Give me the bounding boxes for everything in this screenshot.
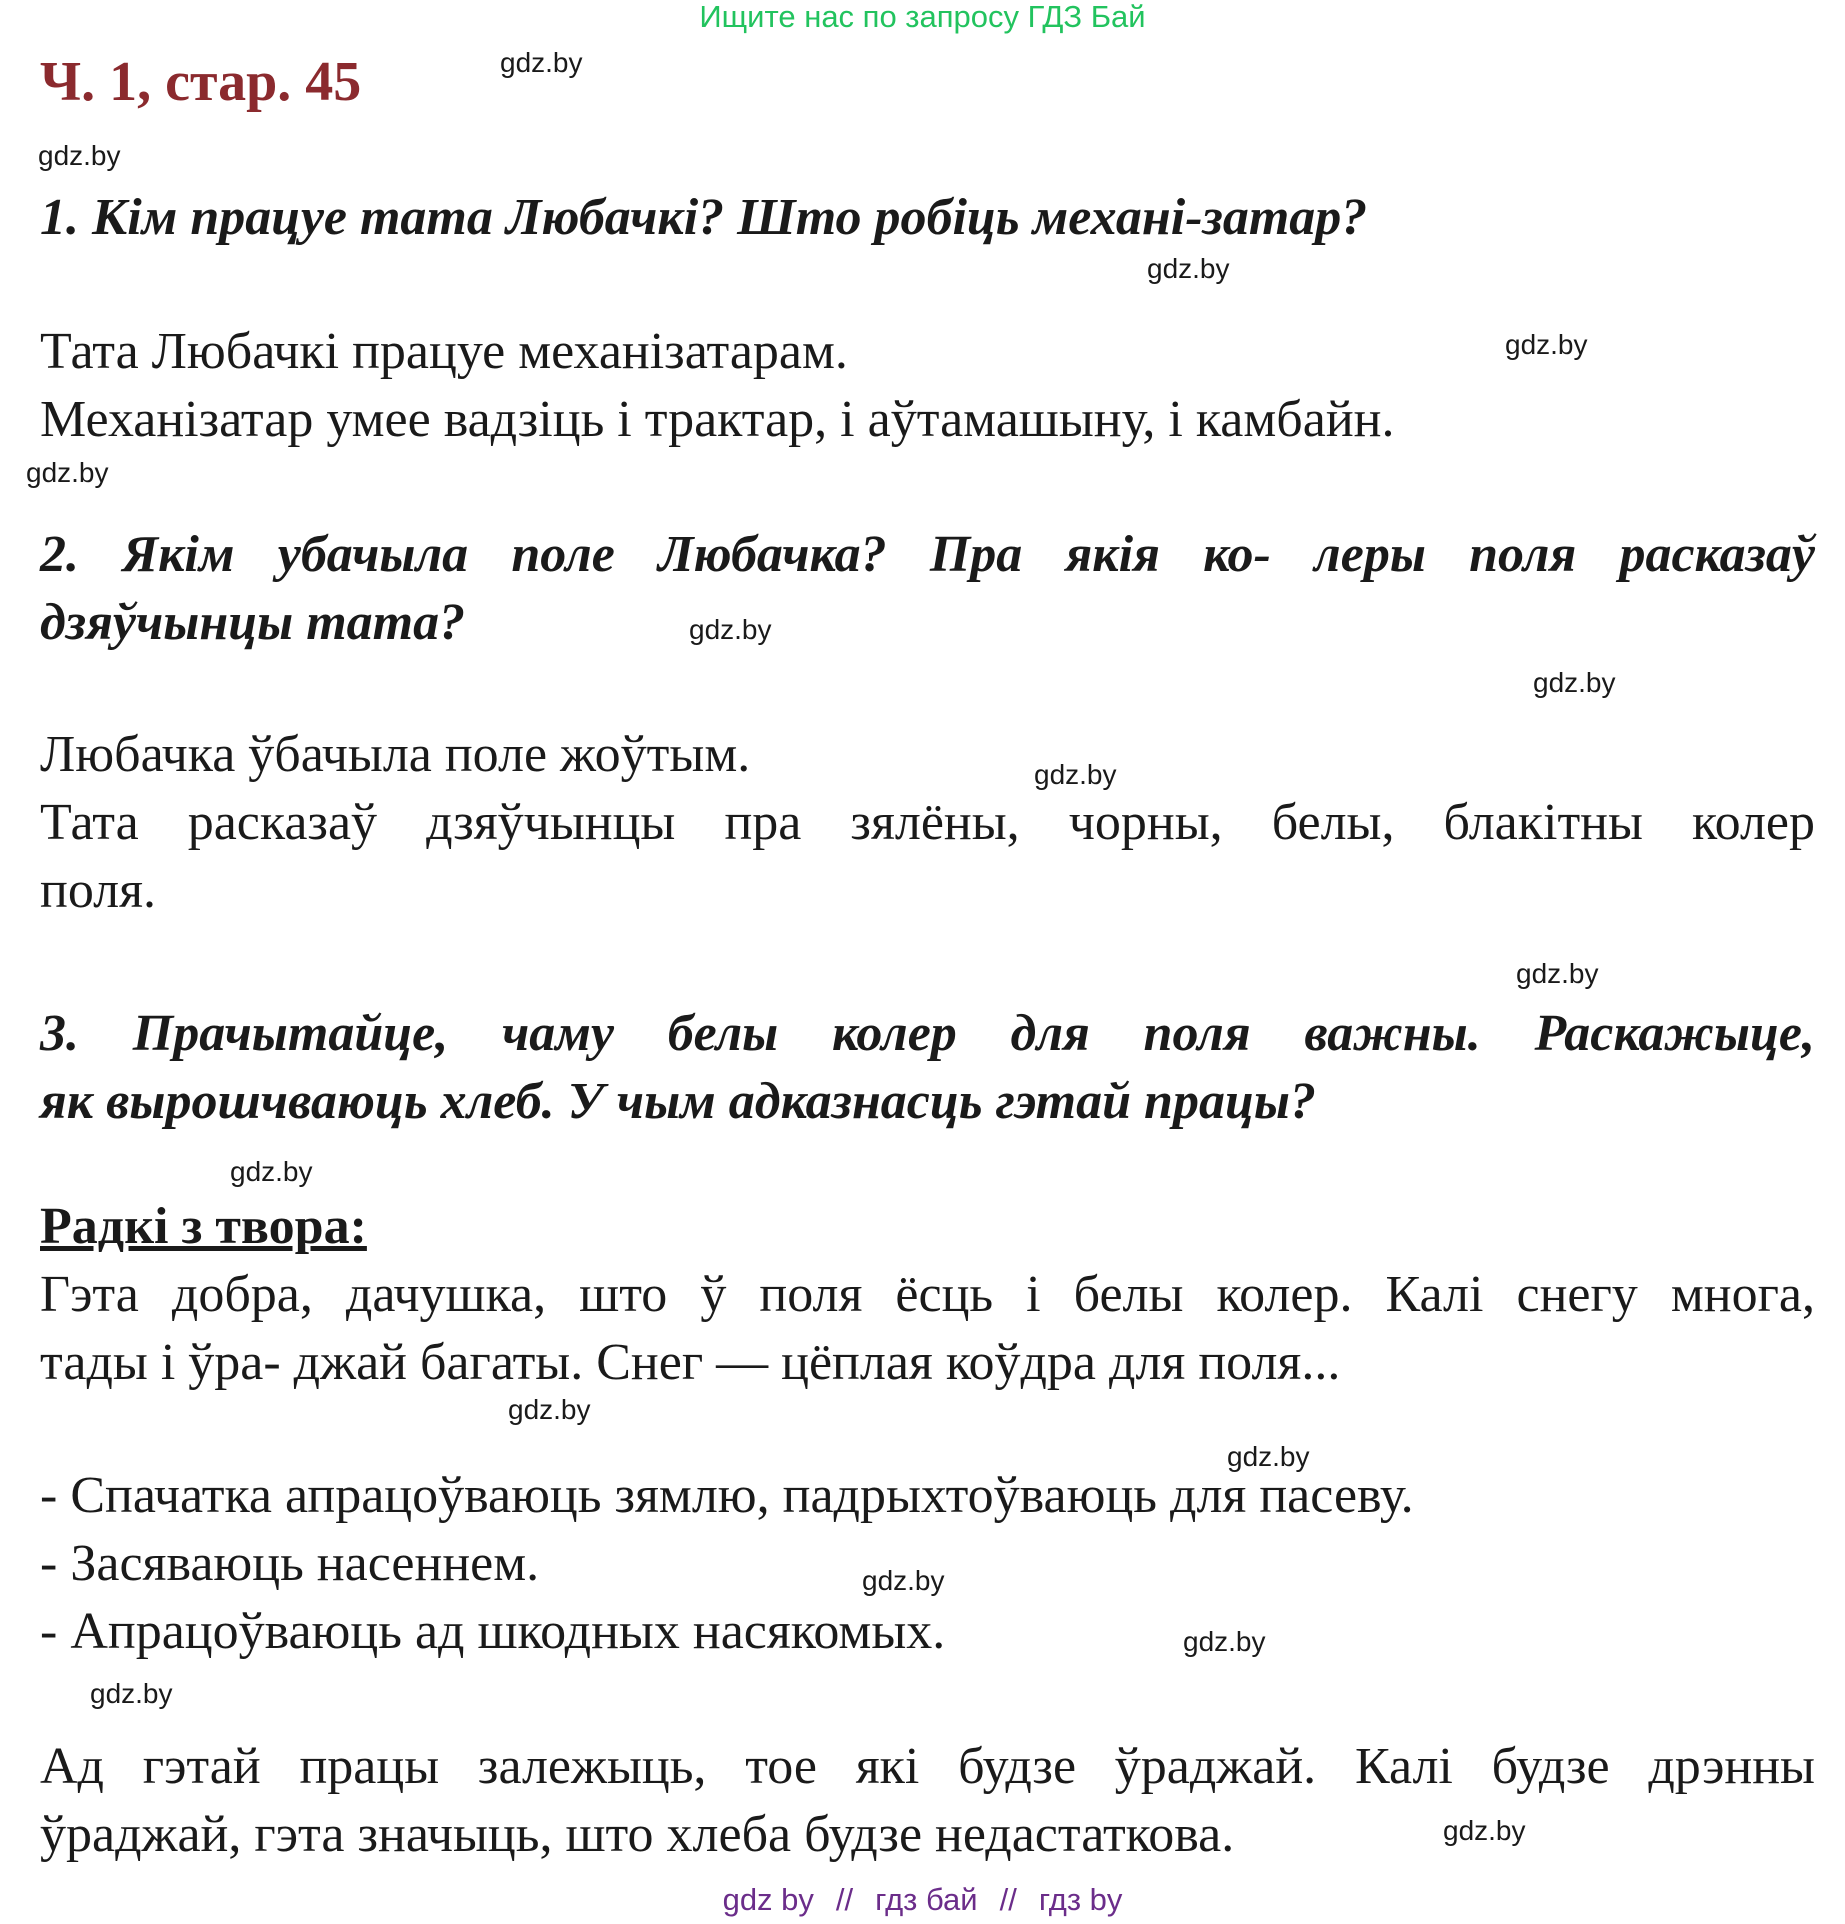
- step-3: - Апрацоўваюць ад шкодных насякомых.: [40, 1603, 946, 1660]
- final-line-2: ўраджай, гэта значыць, што хлеба будзе недастаткова.: [40, 1806, 1235, 1863]
- footer-separator: //: [835, 1882, 854, 1917]
- watermark: gdz.by: [1183, 1626, 1266, 1657]
- watermark: gdz.by: [1227, 1441, 1310, 1472]
- step-1: - Спачатка апрацоўваюць зямлю, падрыхтоўваюць для пасеву.: [40, 1467, 1414, 1524]
- answer-2-line-3: поля.: [40, 862, 157, 919]
- watermark: gdz.by: [1505, 329, 1588, 360]
- answer-2-line-2: Тата расказаў дзяўчынцы пра зялёны, чорны, белы, блакітны колер: [40, 794, 1815, 851]
- footer-link-gdz-by[interactable]: gdz by: [722, 1882, 814, 1917]
- quote-title: Радкі з твора:: [40, 1198, 367, 1255]
- question-2-line-2: дзяўчынцы тата?: [40, 594, 466, 651]
- watermark: gdz.by: [1443, 1815, 1526, 1846]
- answer-1-line-1: Тата Любачкі працуе механізатарам.: [40, 323, 848, 380]
- answer-1-line-2: Механізатар умее вадзіць і трактар, і аўтамашыну, і камбайн.: [40, 391, 1395, 448]
- footer-links: [0, 1880, 1845, 1920]
- watermark: gdz.by: [1147, 253, 1230, 284]
- watermark: gdz.by: [508, 1394, 591, 1425]
- footer-link-gdz-by-cyr[interactable]: гдз by: [1038, 1882, 1123, 1917]
- question-2-line-1: 2. Якім убачыла поле Любачка? Пра якія ко- леры поля расказаў: [40, 526, 1815, 583]
- question-3-line-2: як вырошчваюць хлеб. У чым адказнасць гэтай працы?: [40, 1073, 1316, 1130]
- watermark: gdz.by: [38, 140, 121, 171]
- question-1: 1. Кім працуе тата Любачкі? Што робіць механі-затар?: [40, 189, 1368, 246]
- footer-separator: //: [999, 1882, 1017, 1917]
- step-2: - Засяваюць насеннем.: [40, 1535, 540, 1592]
- footer-link-gdz-bai[interactable]: гдз бай: [875, 1882, 978, 1917]
- quote-line-2: тады і ўра- джай багаты. Снег — цёплая коўдра для поля...: [40, 1334, 1341, 1391]
- quote-line-1: Гэта добра, дачушка, што ў поля ёсць і белы колер. Калі снегу многа,: [40, 1266, 1815, 1323]
- watermark: gdz.by: [1533, 667, 1616, 698]
- watermark: gdz.by: [26, 457, 109, 488]
- search-banner: Ищите нас по запросу ГДЗ Бай: [699, 0, 1146, 34]
- watermark: gdz.by: [1034, 759, 1117, 790]
- question-3-line-1: 3. Прачытайце, чаму белы колер для поля важны. Раскажыце,: [40, 1005, 1815, 1062]
- watermark: gdz.by: [1516, 958, 1599, 989]
- watermark: gdz.by: [500, 47, 583, 78]
- watermark: gdz.by: [90, 1678, 173, 1709]
- watermark: gdz.by: [862, 1565, 945, 1596]
- watermark: gdz.by: [689, 614, 772, 645]
- page-title: Ч. 1, стар. 45: [40, 51, 362, 113]
- answer-2-line-1: Любачка ўбачыла поле жоўтым.: [40, 726, 751, 783]
- final-line-1: Ад гэтай працы залежыць, тое які будзе ўраджай. Калі будзе дрэнны: [40, 1738, 1815, 1795]
- watermark: gdz.by: [230, 1156, 313, 1187]
